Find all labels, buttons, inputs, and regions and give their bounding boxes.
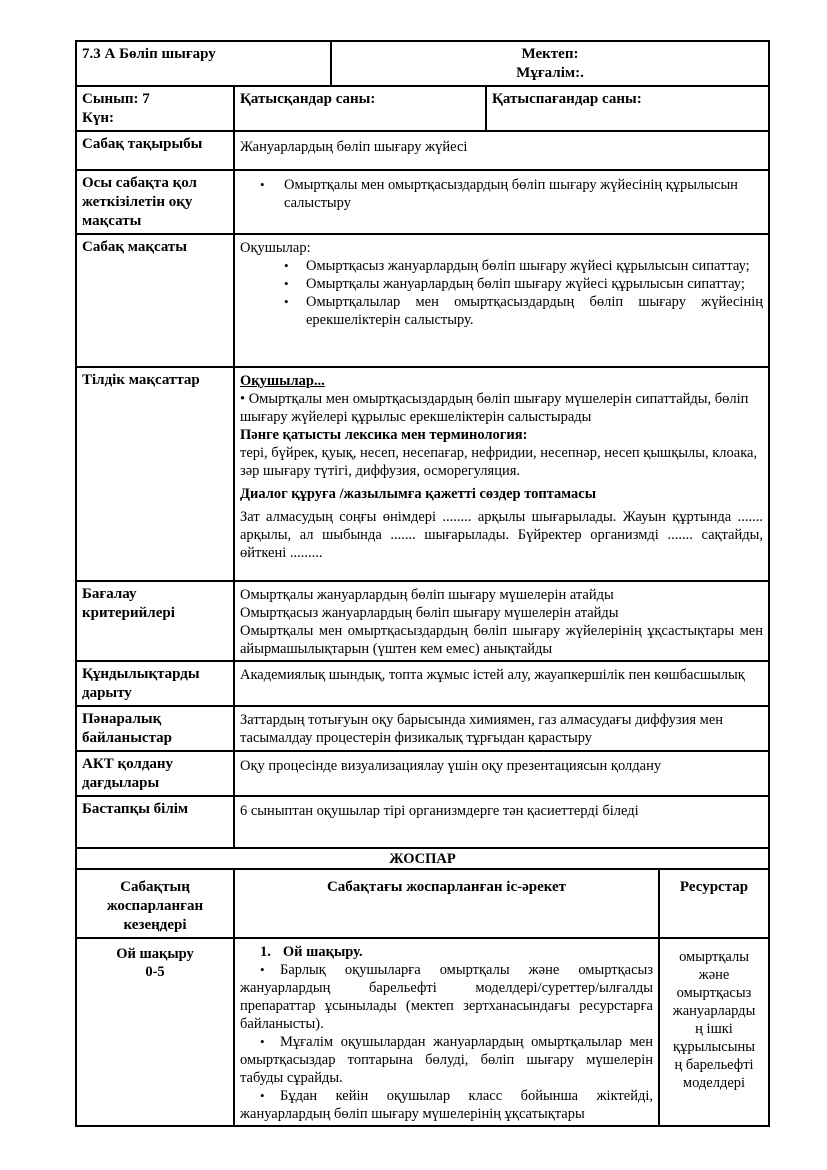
assessment-line: Омыртқасыз жануарлардың бөліп шығару мүшелерін атайды: [240, 605, 619, 621]
vocab-text: тері, бүйрек, қуық, несеп, несепағар, нефридии, несепнәр, несеп қышқылы, клоака, зәр шығару түтігі, диффузия, осморегуляция.: [240, 445, 758, 479]
activity-number: 1.: [260, 944, 271, 960]
grade-label: Сынып: 7: [82, 91, 150, 107]
row-plan-body: [76, 938, 769, 1126]
vocab-heading: Пәнге қатысты лексика мен терминология:: [240, 427, 528, 443]
absent-label: Қатыспағандар саны:: [492, 91, 642, 107]
learning-objective-label-cell: [76, 170, 234, 234]
prior-knowledge-label-cell: [76, 796, 234, 848]
language-objectives-label-cell: [76, 367, 234, 581]
school-teacher-cell: [331, 41, 769, 86]
row-unit-school: [76, 41, 769, 86]
ict-label-cell: [76, 751, 234, 796]
stage-name: Ой шақыру: [116, 946, 194, 962]
activity-cell: [234, 938, 659, 1126]
lesson-goals-list: [240, 257, 763, 329]
topic-value-cell: [234, 131, 769, 170]
activity-bullet: [240, 1087, 653, 1123]
lesson-goals-label-cell: [76, 234, 234, 367]
date-label: Күн:: [82, 110, 115, 126]
list-item: • Омыртқалылар мен омыртқасыздардың бөліп шығару жүйесінің ерекшеліктерін салыстыру.: [240, 293, 763, 329]
plan-column-label: Ресурстар: [679, 879, 749, 895]
row-plan-title: [76, 848, 769, 869]
attended-label: Қатысқандар саны:: [240, 91, 376, 107]
bullet-icon: •: [260, 1034, 265, 1049]
prior-knowledge-label: Бастапқы білім: [82, 801, 189, 817]
plan-column-activity: [234, 869, 659, 938]
learning-objective-label: Осы сабақта қол жеткізілетін оқу мақсаты: [82, 175, 197, 229]
row-values: [76, 661, 769, 706]
activity-bullet-text: Бұдан кейін оқушылар класс бойынша жіктейді, жануарлардың бөліп шығару мүшелерінің ұқсатықтары: [240, 1088, 653, 1122]
topic-label: Сабақ тақырыбы: [82, 136, 203, 152]
plan-column-label: Сабақтағы жоспарланған іс-әрекет: [326, 879, 567, 895]
lesson-goals-content-cell: [234, 234, 769, 367]
activity-bullet: [240, 961, 653, 1033]
cross-curricular-label: Пәнаралық байланыстар: [82, 711, 172, 746]
ict-content: Оқу процесінде визуализациялау үшін оқу презентациясын қолдану: [240, 758, 662, 774]
dialog-heading: Диалог құруға /жазылымға қажетті сөздер топтамасы: [240, 486, 597, 502]
ict-content-cell: [234, 751, 769, 796]
plan-column-resources: [659, 869, 769, 938]
topic-label-cell: [76, 131, 234, 170]
lesson-goals-label: Сабақ мақсаты: [82, 239, 188, 255]
unit-title: 7.3 А Бөліп шығару: [82, 46, 216, 62]
row-ict: [76, 751, 769, 796]
activity-bullet-text: Барлық оқушыларға омыртқалы және омыртқасыз жануарлардың барельефті моделдері/суреттер/ылғалды препараттар ұсынылады (мектеп зертханасындағы ресурстарға байланысты).: [240, 962, 653, 1032]
row-prior-knowledge: [76, 796, 769, 848]
resources-text: омыртқалы және омыртқасыз жануарлардың ішкі құрылысының барельефті моделдері: [672, 949, 756, 1091]
row-plan-header: [76, 869, 769, 938]
plan-title: ЖОСПАР: [389, 850, 456, 867]
bullet-icon: •: [260, 962, 265, 977]
unit-title-cell: [76, 41, 331, 86]
lesson-plan-table: [75, 40, 770, 1127]
row-language-objectives: [76, 367, 769, 581]
list-item: • Омыртқалы жануарлардың бөліп шығару жүйесі құрылысын сипаттау;: [240, 275, 763, 293]
plan-title-cell: [76, 848, 769, 869]
list-item: • Омыртқалы мен омыртқасыздардың бөліп шығару жүйесінің құрылысын салыстыру: [240, 176, 763, 212]
stage-cell: [76, 938, 234, 1126]
prior-knowledge-content: 6 сыныптан оқушылар тірі организмдерге тән қасиеттерді біледі: [240, 803, 639, 819]
row-class-attendance: [76, 86, 769, 131]
absent-cell: [486, 86, 769, 131]
assessment-content-cell: [234, 581, 769, 661]
language-objectives-content-cell: [234, 367, 769, 581]
row-lesson-goals: [76, 234, 769, 367]
assessment-label-cell: [76, 581, 234, 661]
list-item: • Омыртқасыз жануарлардың бөліп шығару жүйесі құрылысын сипаттау;: [240, 257, 763, 275]
prior-knowledge-content-cell: [234, 796, 769, 848]
language-objectives-label: Тілдік мақсаттар: [82, 372, 200, 388]
plan-column-label: Сабақтың жоспарланған кезеңдері: [106, 879, 204, 933]
teacher-label: Мұғалім:.: [516, 65, 584, 81]
attended-cell: [234, 86, 486, 131]
row-topic: [76, 131, 769, 170]
cross-curricular-label-cell: [76, 706, 234, 751]
cross-curricular-content: Заттардың тотығуын оқу барысында химиямен, газ алмасудағы диффузия мен тасымалдау процестерін физикалық тұрғыдан қарастыру: [240, 712, 724, 746]
row-cross-curricular: [76, 706, 769, 751]
row-learning-objective: [76, 170, 769, 234]
values-label-cell: [76, 661, 234, 706]
row-assessment: [76, 581, 769, 661]
topic-value: Жануарлардың бөліп шығару жүйесі: [240, 139, 468, 155]
activity-heading: [240, 943, 653, 961]
school-label: Мектеп:: [521, 46, 579, 62]
dialog-text: Зат алмасудың соңғы өнімдері ........ арқылы шығарылады. Жауын құртында ....... арқылы, ал шыбында ....... шығарылады. Бүйректер организмді ....... сақтайды, өйткені .........: [240, 509, 764, 561]
bullet-icon: •: [260, 1088, 265, 1103]
grade-date-cell: [76, 86, 234, 131]
assessment-label: Бағалау критерийлері: [82, 586, 175, 621]
activity-bullet: [240, 1033, 653, 1087]
language-objectives-heading: Оқушылар...: [240, 373, 325, 389]
learning-objective-list: [240, 176, 763, 212]
assessment-line: Омыртқалы мен омыртқасыздардың бөліп шығару жүйелерінің ұқсастықтары мен айырмашылықтарын (үштен кем емес) анықтайды: [240, 623, 764, 657]
plan-column-stages: [76, 869, 234, 938]
activity-title: Ой шақыру.: [282, 944, 363, 960]
activity-bullet-text: Мұғалім оқушылардан жануарлардың омыртқалылар мен омыртқасыздар топтарына бөлуді, бөліп шығару мүшелерін табуды сұрайды.: [240, 1034, 653, 1086]
resources-cell: [659, 938, 769, 1126]
assessment-line: Омыртқалы жануарлардың бөліп шығару мүшелерін атайды: [240, 587, 614, 603]
language-objectives-paragraph: • Омыртқалы мен омыртқасыздардың бөліп шығару мүшелерін сипаттайды, бөліп шығару жүйелері құрылыс ерекшеліктерін салыстырады: [240, 391, 749, 425]
values-content-cell: [234, 661, 769, 706]
values-content: Академиялық шындық, топта жұмыс істей алу, жауапкершілік пен көшбасшылық: [240, 667, 745, 683]
ict-label: АКТ қолдану дағдылары: [82, 756, 174, 791]
lesson-goals-intro: Оқушылар:: [240, 240, 311, 256]
stage-time: 0-5: [145, 964, 165, 980]
cross-curricular-content-cell: [234, 706, 769, 751]
values-label: Құндылықтарды дарыту: [82, 666, 200, 701]
learning-objective-content-cell: [234, 170, 769, 234]
